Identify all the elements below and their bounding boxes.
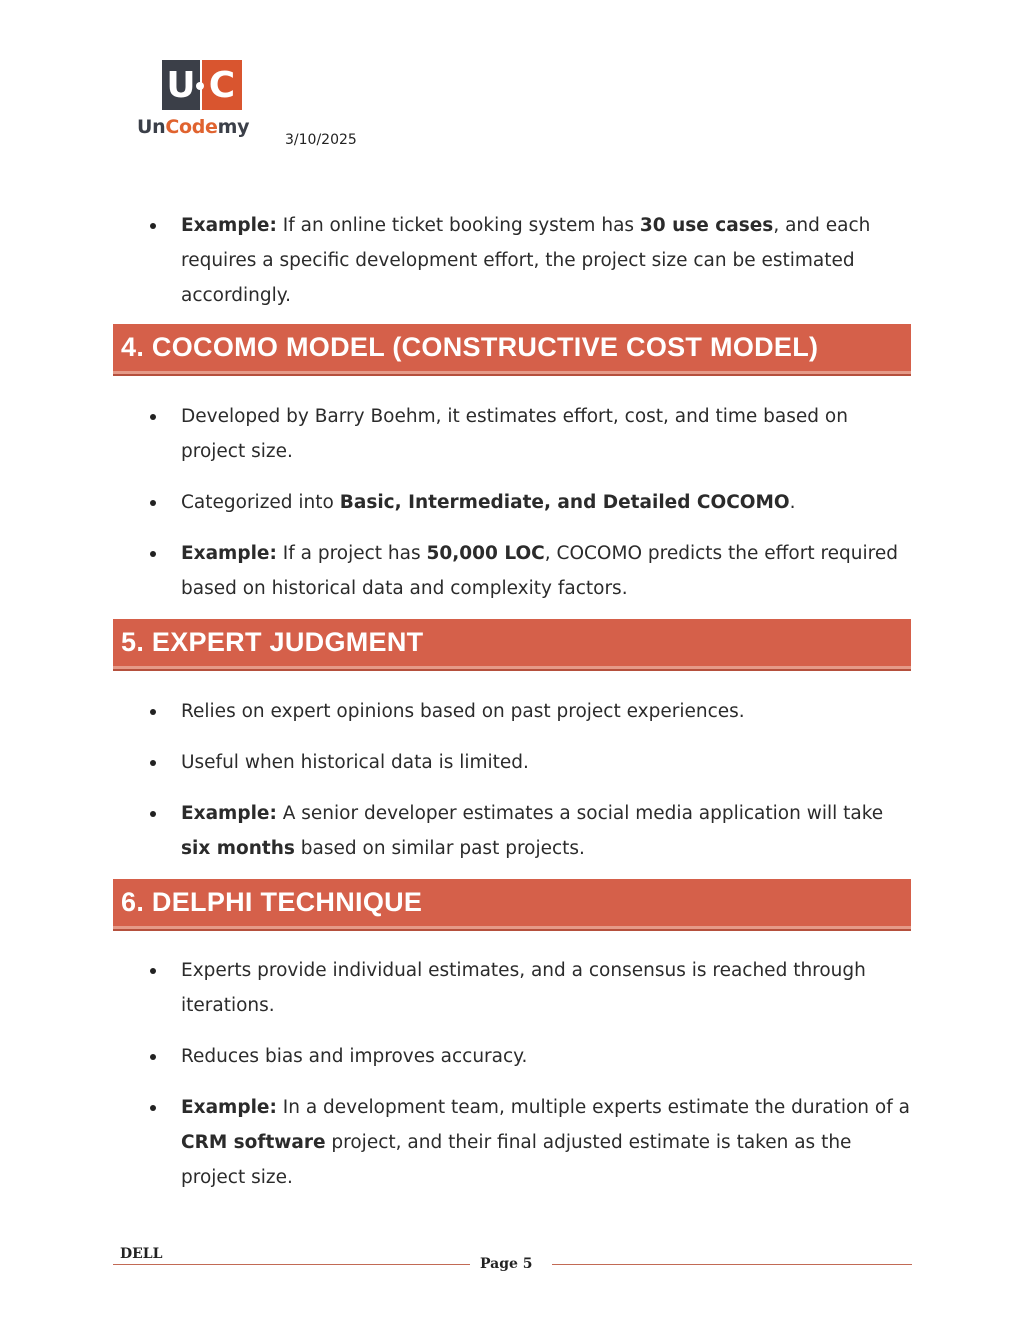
item-text: A senior developer estimates a social media application will take	[276, 803, 884, 824]
uncodemy-logo	[137, 60, 272, 145]
item-emphasis: Basic, Intermediate, and Detailed COCOMO	[339, 492, 790, 513]
item-emphasis: six months	[181, 838, 295, 859]
list-item	[140, 1090, 910, 1195]
item-text: Developed by Barry Boehm, it estimates effort, cost, and time based on project size.	[181, 406, 848, 462]
list-item	[140, 208, 910, 313]
delphi-list	[140, 953, 910, 1211]
logo-wordmark	[137, 116, 249, 138]
item-label: Example:	[181, 543, 277, 564]
item-text: If a project has	[276, 543, 427, 564]
item-text: Categorized into	[181, 492, 340, 513]
logo-dot	[196, 82, 204, 90]
section-heading-expert-judgment	[113, 619, 911, 671]
list-item	[140, 796, 910, 866]
page-number: Page 5	[480, 1256, 533, 1272]
item-label: Example:	[181, 1097, 277, 1118]
item-emphasis: 50,000 LOC	[426, 543, 545, 564]
logo-word-my: my	[217, 116, 250, 138]
item-label: Example:	[181, 215, 277, 236]
list-item	[140, 485, 910, 520]
logo-c-block: C	[202, 60, 242, 110]
list-item	[140, 694, 910, 729]
expert-judgment-list	[140, 694, 910, 882]
cocomo-list	[140, 399, 910, 622]
section-heading-delphi	[113, 879, 911, 931]
footer-rule-right	[552, 1264, 912, 1265]
item-text-cont: , COCOMO predicts the effort required based on historical data and complexity factors.	[181, 543, 898, 599]
logo-mark	[162, 60, 242, 112]
section-title: 6. DELPHI TECHNIQUE	[121, 887, 423, 917]
list-item	[140, 953, 910, 1023]
item-text: Useful when historical data is limited.	[181, 752, 529, 773]
intro-list	[140, 208, 910, 329]
logo-u-block: U	[162, 60, 200, 110]
list-item	[140, 745, 910, 780]
item-text-cont: based on similar past projects.	[294, 838, 585, 859]
item-text-cont: project, and their final adjusted estimate is taken as the project size.	[181, 1132, 852, 1188]
list-item	[140, 1039, 910, 1074]
item-emphasis: CRM software	[181, 1132, 326, 1153]
header-date: 3/10/2025	[285, 132, 357, 148]
list-item	[140, 536, 910, 606]
item-text: Experts provide individual estimates, and a consensus is reached through iterations.	[181, 960, 866, 1016]
footer-rule-left	[113, 1264, 470, 1265]
section-heading-cocomo	[113, 324, 911, 376]
logo-word-code: Code	[165, 116, 218, 138]
section-title: 5. EXPERT JUDGMENT	[121, 627, 424, 657]
list-item	[140, 399, 910, 469]
item-text-cont: .	[789, 492, 796, 513]
item-text: Relies on expert opinions based on past project experiences.	[181, 701, 745, 722]
item-label: Example:	[181, 803, 277, 824]
item-text: If an online ticket booking system has	[276, 215, 640, 236]
footer-author: DELL	[120, 1246, 163, 1262]
item-text: In a development team, multiple experts estimate the duration of a	[276, 1097, 910, 1118]
item-text-cont: , and each requires a specific development effort, the project size can be estimated accordingly.	[181, 215, 871, 306]
logo-word-un: Un	[137, 116, 166, 138]
item-text: Reduces bias and improves accuracy.	[181, 1046, 528, 1067]
section-title: 4. COCOMO MODEL (CONSTRUCTIVE COST MODEL)	[121, 332, 819, 362]
item-emphasis: 30 use cases	[639, 215, 774, 236]
